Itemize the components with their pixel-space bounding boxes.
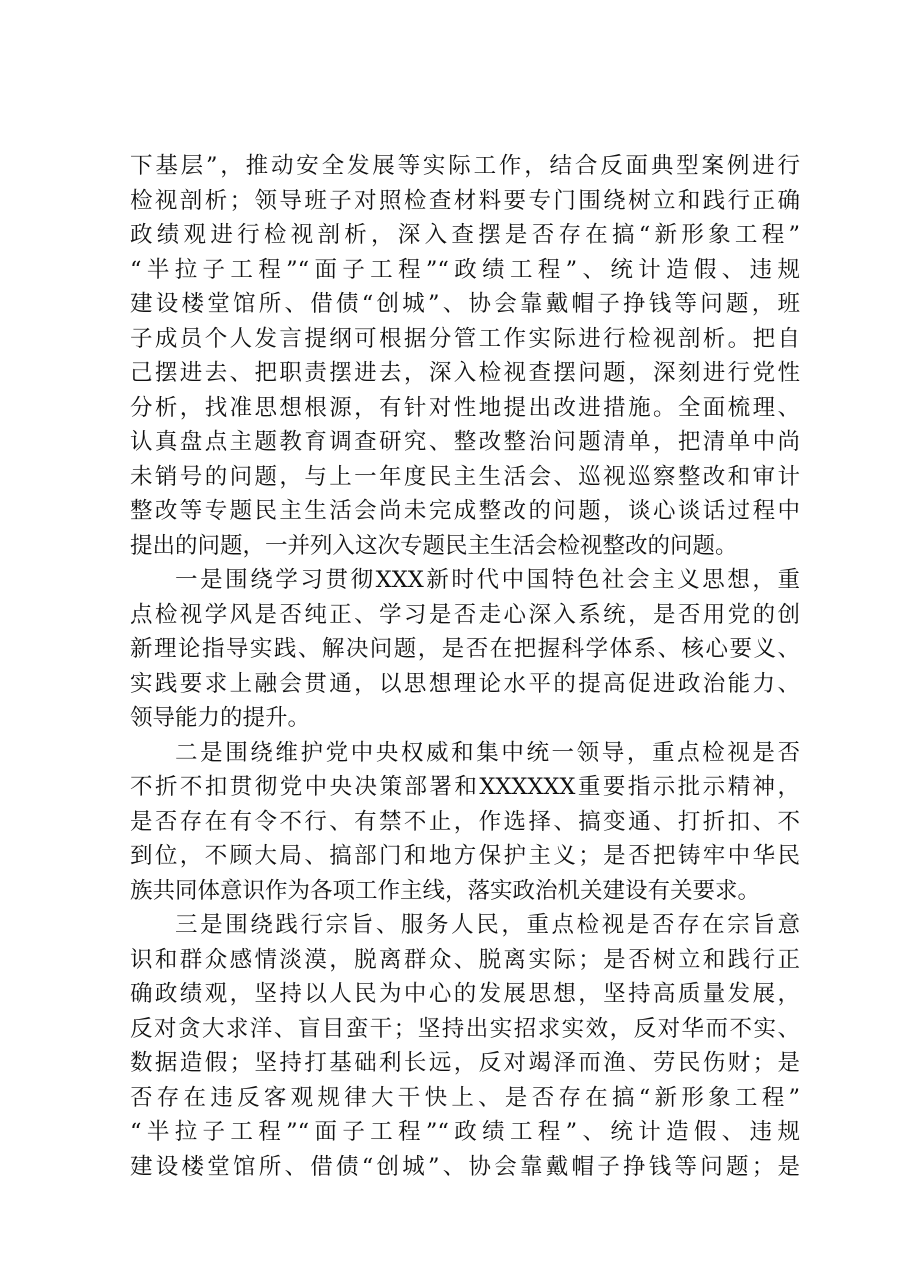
text-line: 一是围绕学习贯彻XXX新时代中国特色社会主义思想，重 [175,567,800,593]
body-text [130,149,800,1184]
text-line: 未销号的问题，与上一年度民主生活会、巡视巡察整改和审计 [130,463,800,490]
text-line: 领导能力的提升。 [130,705,311,731]
text-line: 否存在违反客观规律大干快上、是否存在搞“新形象工程” [130,1084,800,1111]
text-line: 反对贪大求洋、盲目蛮干；坚持出实招求实效，反对华而不实、 [130,1015,800,1042]
text-line: “半拉子工程”“面子工程”“政绩工程”、统计造假、违规 [130,1119,800,1145]
text-line: 确政绩观，坚持以人民为中心的发展思想，坚持高质量发展， [130,981,800,1007]
text-line: 实践要求上融会贯通，以思想理论水平的提高促进政治能力、 [130,670,800,697]
text-line: 到位，不顾大局、搞部门和地方保护主义；是否把铸牢中华民 [130,843,800,869]
text-line: 政绩观进行检视剖析，深入查摆是否存在搞“新形象工程” [130,222,800,248]
text-line: 建设楼堂馆所、借债“创城”、协会靠戴帽子挣钱等问题，班 [130,291,800,317]
text-line: 三是围绕践行宗旨、服务人民，重点检视是否存在宗旨意 [175,912,800,938]
text-line: 己摆进去、把职责摆进去，深入检视查摆问题，深刻进行党性 [130,360,800,386]
text-line: 分析，找准思想根源，有针对性地提出改进措施。全面梳理、 [130,394,800,421]
text-line: 不折不扣贯彻党中央决策部署和XXXXXX重要指示批示精神， [130,774,800,800]
text-line: 建设楼堂馆所、借债“创城”、协会靠戴帽子挣钱等问题；是 [130,1153,800,1180]
text-line: 检视剖析；领导班子对照检查材料要专门围绕树立和践行正确 [130,187,800,214]
text-line: 是否存在有令不行、有禁不止，作选择、搞变通、打折扣、不 [130,808,800,835]
text-line: 认真盘点主题教育调查研究、整改整治问题清单，把清单中尚 [130,429,800,455]
text-line: 识和群众感情淡漠，脱离群众、脱离实际；是否树立和践行正 [130,946,800,973]
text-line: “半拉子工程”“面子工程”“政绩工程”、统计造假、违规 [130,256,800,283]
text-line: 点检视学风是否纯正、学习是否走心深入系统，是否用党的创 [130,601,800,628]
text-line: 下基层”，推动安全发展等实际工作，结合反面典型案例进行 [130,153,800,179]
text-line: 数据造假；坚持打基础利长远，反对竭泽而渔、劳民伤财；是 [130,1050,800,1076]
text-line: 族共同体意识作为各项工作主线，落实政治机关建设有关要求。 [130,877,761,904]
text-line: 子成员个人发言提纲可根据分管工作实际进行检视剖析。把自 [130,325,800,352]
text-line: 二是围绕维护党中央权威和集中统一领导，重点检视是否 [175,739,800,766]
text-line: 整改等专题民主生活会尚未完成整改的问题，谈心谈话过程中 [130,498,800,524]
text-line: 新理论指导实践、解决问题，是否在把握科学体系、核心要义、 [130,636,800,662]
text-line: 提出的问题，一并列入这次专题民主生活会检视整改的问题。 [130,532,738,559]
